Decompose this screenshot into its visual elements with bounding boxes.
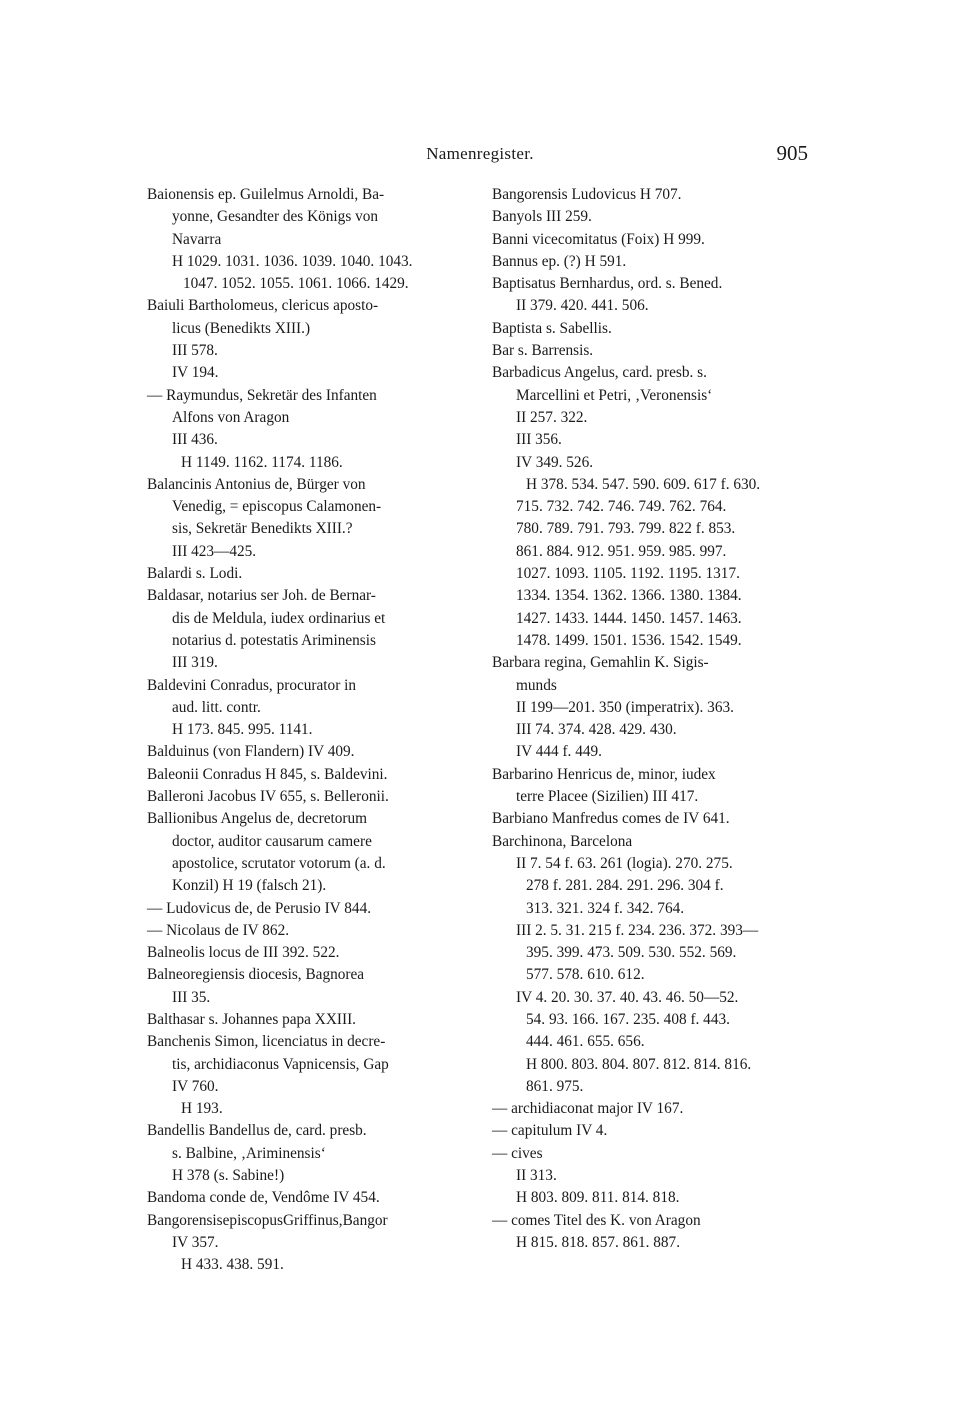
index-entry-heading: Baptisatus Bernhardus, ord. s. Bened.: [492, 275, 723, 293]
index-entry: [492, 1098, 814, 1120]
index-entry-line: 1027. 1093. 1105. 1192. 1195. 1317.: [516, 565, 740, 583]
index-entry-heading: Barbarino Henricus de, minor, iudex: [492, 765, 716, 783]
index-entry-line: IV 194.: [172, 364, 219, 382]
index-entry-line: III 35.: [172, 988, 211, 1006]
index-entry-line: H 815. 818. 857. 861. 887.: [516, 1233, 681, 1251]
index-entry-line: 54. 93. 166. 167. 235. 408 f. 443.: [526, 1010, 730, 1028]
index-entry-heading: Bandellis Bandellus de, card. presb.: [147, 1122, 367, 1140]
index-entry-line: III 74. 374. 428. 429. 430.: [516, 721, 677, 739]
index-entry-heading: Barchinona, Barcelona: [492, 832, 633, 850]
page-title: Namenregister.: [426, 144, 534, 163]
index-entry: [147, 964, 482, 1009]
index-entry-line: IV 4. 20. 30. 37. 40. 43. 46. 50—52.: [516, 988, 739, 1006]
index-entry: [147, 1120, 482, 1187]
index-entry-heading: Balduinus (von Flandern) IV 409.: [147, 743, 355, 761]
index-entry-heading: — Raymundus, Sekretär des Infanten: [147, 386, 377, 404]
index-entry-heading: Balleroni Jacobus IV 655, s. Belleronii.: [147, 788, 389, 806]
index-entry-line: tis, archidiaconus Vapnicensis, Gap: [172, 1055, 389, 1073]
index-entry: [147, 184, 482, 295]
index-entry-heading: Baptista s. Sabellis.: [492, 319, 612, 337]
index-entry-heading: Balardi s. Lodi.: [147, 565, 243, 583]
index-entry-heading: — cives: [492, 1144, 543, 1162]
index-entry: [492, 1210, 814, 1255]
index-entry: [492, 273, 814, 318]
index-entry: [147, 942, 482, 964]
index-entry-line: sis, Sekretär Benedikts XIII.?: [172, 520, 353, 538]
index-entry-heading: Banni vicecomitatus (Foix) H 999.: [492, 230, 705, 248]
index-entry-line: IV 444 f. 449.: [516, 743, 602, 761]
index-entry-line: doctor, auditor causarum camere: [172, 832, 372, 850]
index-entry: [147, 563, 482, 585]
index-entry-line: H 173. 845. 995. 1141.: [172, 721, 313, 739]
index-entry: [147, 1187, 482, 1209]
index-entry-heading: Barbadicus Angelus, card. presb. s.: [492, 364, 707, 382]
index-entry: [147, 675, 482, 742]
index-entry-heading: Baiuli Bartholomeus, clericus aposto-: [147, 297, 379, 315]
index-entry-line: II 313.: [516, 1167, 557, 1185]
index-entry-line: 278 f. 281. 284. 291. 296. 304 f.: [526, 877, 724, 895]
page-number: 905: [776, 141, 808, 165]
index-entry: [147, 808, 482, 897]
index-entry-heading: Baleonii Conradus H 845, s. Baldevini.: [147, 765, 388, 783]
index-entry-heading: Baldasar, notarius ser Joh. de Bernar-: [147, 587, 376, 605]
index-entry-line: dis de Meldula, iudex ordinarius et: [172, 609, 386, 627]
index-entry-line: IV 349. 526.: [516, 453, 594, 471]
index-entry: [492, 808, 814, 830]
index-entry-line: H 378. 534. 547. 590. 609. 617 f. 630.: [526, 475, 761, 493]
index-entry-heading: Bandoma conde de, Vendôme IV 454.: [147, 1189, 380, 1207]
index-entry-line: IV 357.: [172, 1233, 219, 1251]
index-entry-heading: Banyols III 259.: [492, 208, 592, 226]
index-entry-line: aud. litt. contr.: [172, 698, 261, 716]
index-entry: [147, 585, 482, 674]
index-entry: [147, 295, 482, 384]
index-entry-heading: Baldevini Conradus, procurator in: [147, 676, 357, 694]
index-entry-heading: Balancinis Antonius de, Bürger von: [147, 475, 366, 493]
index-entry-line: s. Balbine, ‚Ariminensis‘: [172, 1144, 326, 1162]
index-entry-line: 861. 975.: [526, 1077, 584, 1095]
index-entry-line: 1478. 1499. 1501. 1536. 1542. 1549.: [516, 631, 742, 649]
index-entry: [492, 652, 814, 763]
index-entry-line: H 803. 809. 811. 814. 818.: [516, 1189, 680, 1207]
index-entry: [492, 764, 814, 809]
index-entry: [147, 474, 482, 563]
index-entry: [492, 831, 814, 1099]
index-entry-line: 861. 884. 912. 951. 959. 985. 997.: [516, 542, 727, 560]
index-entry-heading: Bar s. Barrensis.: [492, 342, 594, 360]
index-entry-line: III 578.: [172, 342, 218, 360]
index-entry-line: III 423—425.: [172, 542, 257, 560]
index-entry-line: 1427. 1433. 1444. 1450. 1457. 1463.: [516, 609, 742, 627]
index-entry-line: 780. 789. 791. 793. 799. 822 f. 853.: [516, 520, 736, 538]
index-entry-heading: Balthasar s. Johannes papa XXIII.: [147, 1010, 356, 1028]
index-entry: [492, 251, 814, 273]
index-entry-line: IV 760.: [172, 1077, 219, 1095]
index-entry-heading: Barbiano Manfredus comes de IV 641.: [492, 810, 730, 828]
index-entry-line: H 193.: [181, 1100, 223, 1118]
index-entry-line: Konzil) H 19 (falsch 21).: [172, 877, 327, 895]
index-entry-heading: — Nicolaus de IV 862.: [147, 921, 290, 939]
index-entry-heading: — comes Titel des K. von Aragon: [492, 1211, 701, 1229]
index-entry-heading: Bannus ep. (?) H 591.: [492, 252, 627, 270]
index-entry: [147, 764, 482, 786]
index-entry-line: II 379. 420. 441. 506.: [516, 297, 649, 315]
index-entry: [147, 385, 482, 474]
index-entry: [492, 318, 814, 340]
index-entry: [492, 1120, 814, 1142]
index-entry: [147, 1031, 482, 1120]
index-entry-heading: Balneoregiensis diocesis, Bagnorea: [147, 966, 365, 984]
index-entry-line: Venedig, = episcopus Calamonen-: [172, 498, 382, 516]
index-entry: [492, 206, 814, 228]
index-entry-line: II 199—201. 350 (imperatrix). 363.: [516, 698, 734, 716]
index-entry: [147, 898, 482, 920]
index-entry-line: 313. 321. 324 f. 342. 764.: [526, 899, 685, 917]
index-entry-line: H 1029. 1031. 1036. 1039. 1040. 1043.: [172, 252, 413, 270]
index-entry: [492, 340, 814, 362]
index-entry-line: H 378 (s. Sabine!): [172, 1167, 285, 1185]
index-entry-line: II 7. 54 f. 63. 261 (logia). 270. 275.: [516, 854, 733, 872]
index-entry-heading: Banchenis Simon, licenciatus in decre-: [147, 1033, 386, 1051]
index-entry-heading: Baionensis ep. Guilelmus Arnoldi, Ba-: [147, 186, 385, 203]
index-entry: [147, 786, 482, 808]
index-entry-line: 577. 578. 610. 612.: [526, 966, 645, 984]
index-entry-line: III 356.: [516, 431, 562, 449]
index-entry-line: Alfons von Aragon: [172, 408, 290, 426]
index-entry-heading: — Ludovicus de, de Perusio IV 844.: [147, 899, 372, 917]
index-entry: [147, 920, 482, 942]
index-entry-heading: — capitulum IV 4.: [492, 1122, 608, 1140]
index-entry-line: 444. 461. 655. 656.: [526, 1033, 645, 1051]
index-column-right: [492, 184, 814, 1254]
index-entry-line: terre Placee (Sizilien) III 417.: [516, 788, 699, 806]
index-entry-line: 1047. 1052. 1055. 1061. 1066. 1429.: [183, 275, 409, 293]
index-entry-line: III 436.: [172, 431, 218, 449]
index-entry-line: yonne, Gesandter des Königs von: [172, 208, 379, 226]
index-entry-heading: Barbara regina, Gemahlin K. Sigis-: [492, 654, 709, 672]
index-entry: [147, 1009, 482, 1031]
index-entry-heading: BangorensisepiscopusGriffinus,Bangor: [147, 1211, 388, 1229]
index-entry-line: H 1149. 1162. 1174. 1186.: [181, 453, 343, 471]
index-entry-line: II 257. 322.: [516, 408, 588, 426]
index-column-left: [147, 184, 482, 1277]
index-entry-line: Navarra: [172, 230, 222, 248]
index-entry-line: notarius d. potestatis Ariminensis: [172, 631, 376, 649]
index-entry-line: munds: [516, 676, 557, 694]
index-entry-heading: Ballionibus Angelus de, decretorum: [147, 810, 368, 828]
index-entry-line: apostolice, scrutator votorum (a. d.: [172, 854, 386, 872]
index-entry-line: III 2. 5. 31. 215 f. 234. 236. 372. 393—: [516, 921, 759, 939]
index-entry: [147, 1210, 482, 1277]
index-entry: [492, 1143, 814, 1210]
index-entry-line: 395. 399. 473. 509. 530. 552. 569.: [526, 944, 737, 962]
index-entry-line: H 433. 438. 591.: [181, 1256, 284, 1274]
index-entry: [147, 741, 482, 763]
index-entry-line: H 800. 803. 804. 807. 812. 814. 816.: [526, 1055, 752, 1073]
index-entry: [492, 229, 814, 251]
index-entry-line: 715. 732. 742. 746. 749. 762. 764.: [516, 498, 727, 516]
index-entry: [492, 362, 814, 652]
index-entry-heading: Balneolis locus de III 392. 522.: [147, 944, 340, 962]
index-entry-heading: — archidiaconat major IV 167.: [492, 1100, 684, 1118]
index-entry-line: Marcellini et Petri, ‚Veronensis‘: [516, 386, 713, 404]
index-entry-line: 1334. 1354. 1362. 1366. 1380. 1384.: [516, 587, 742, 605]
index-entry-heading: Bangorensis Ludovicus H 707.: [492, 186, 682, 203]
index-entry-line: licus (Benedikts XIII.): [172, 319, 311, 337]
index-entry-line: III 319.: [172, 654, 218, 672]
index-entry: [492, 184, 814, 206]
